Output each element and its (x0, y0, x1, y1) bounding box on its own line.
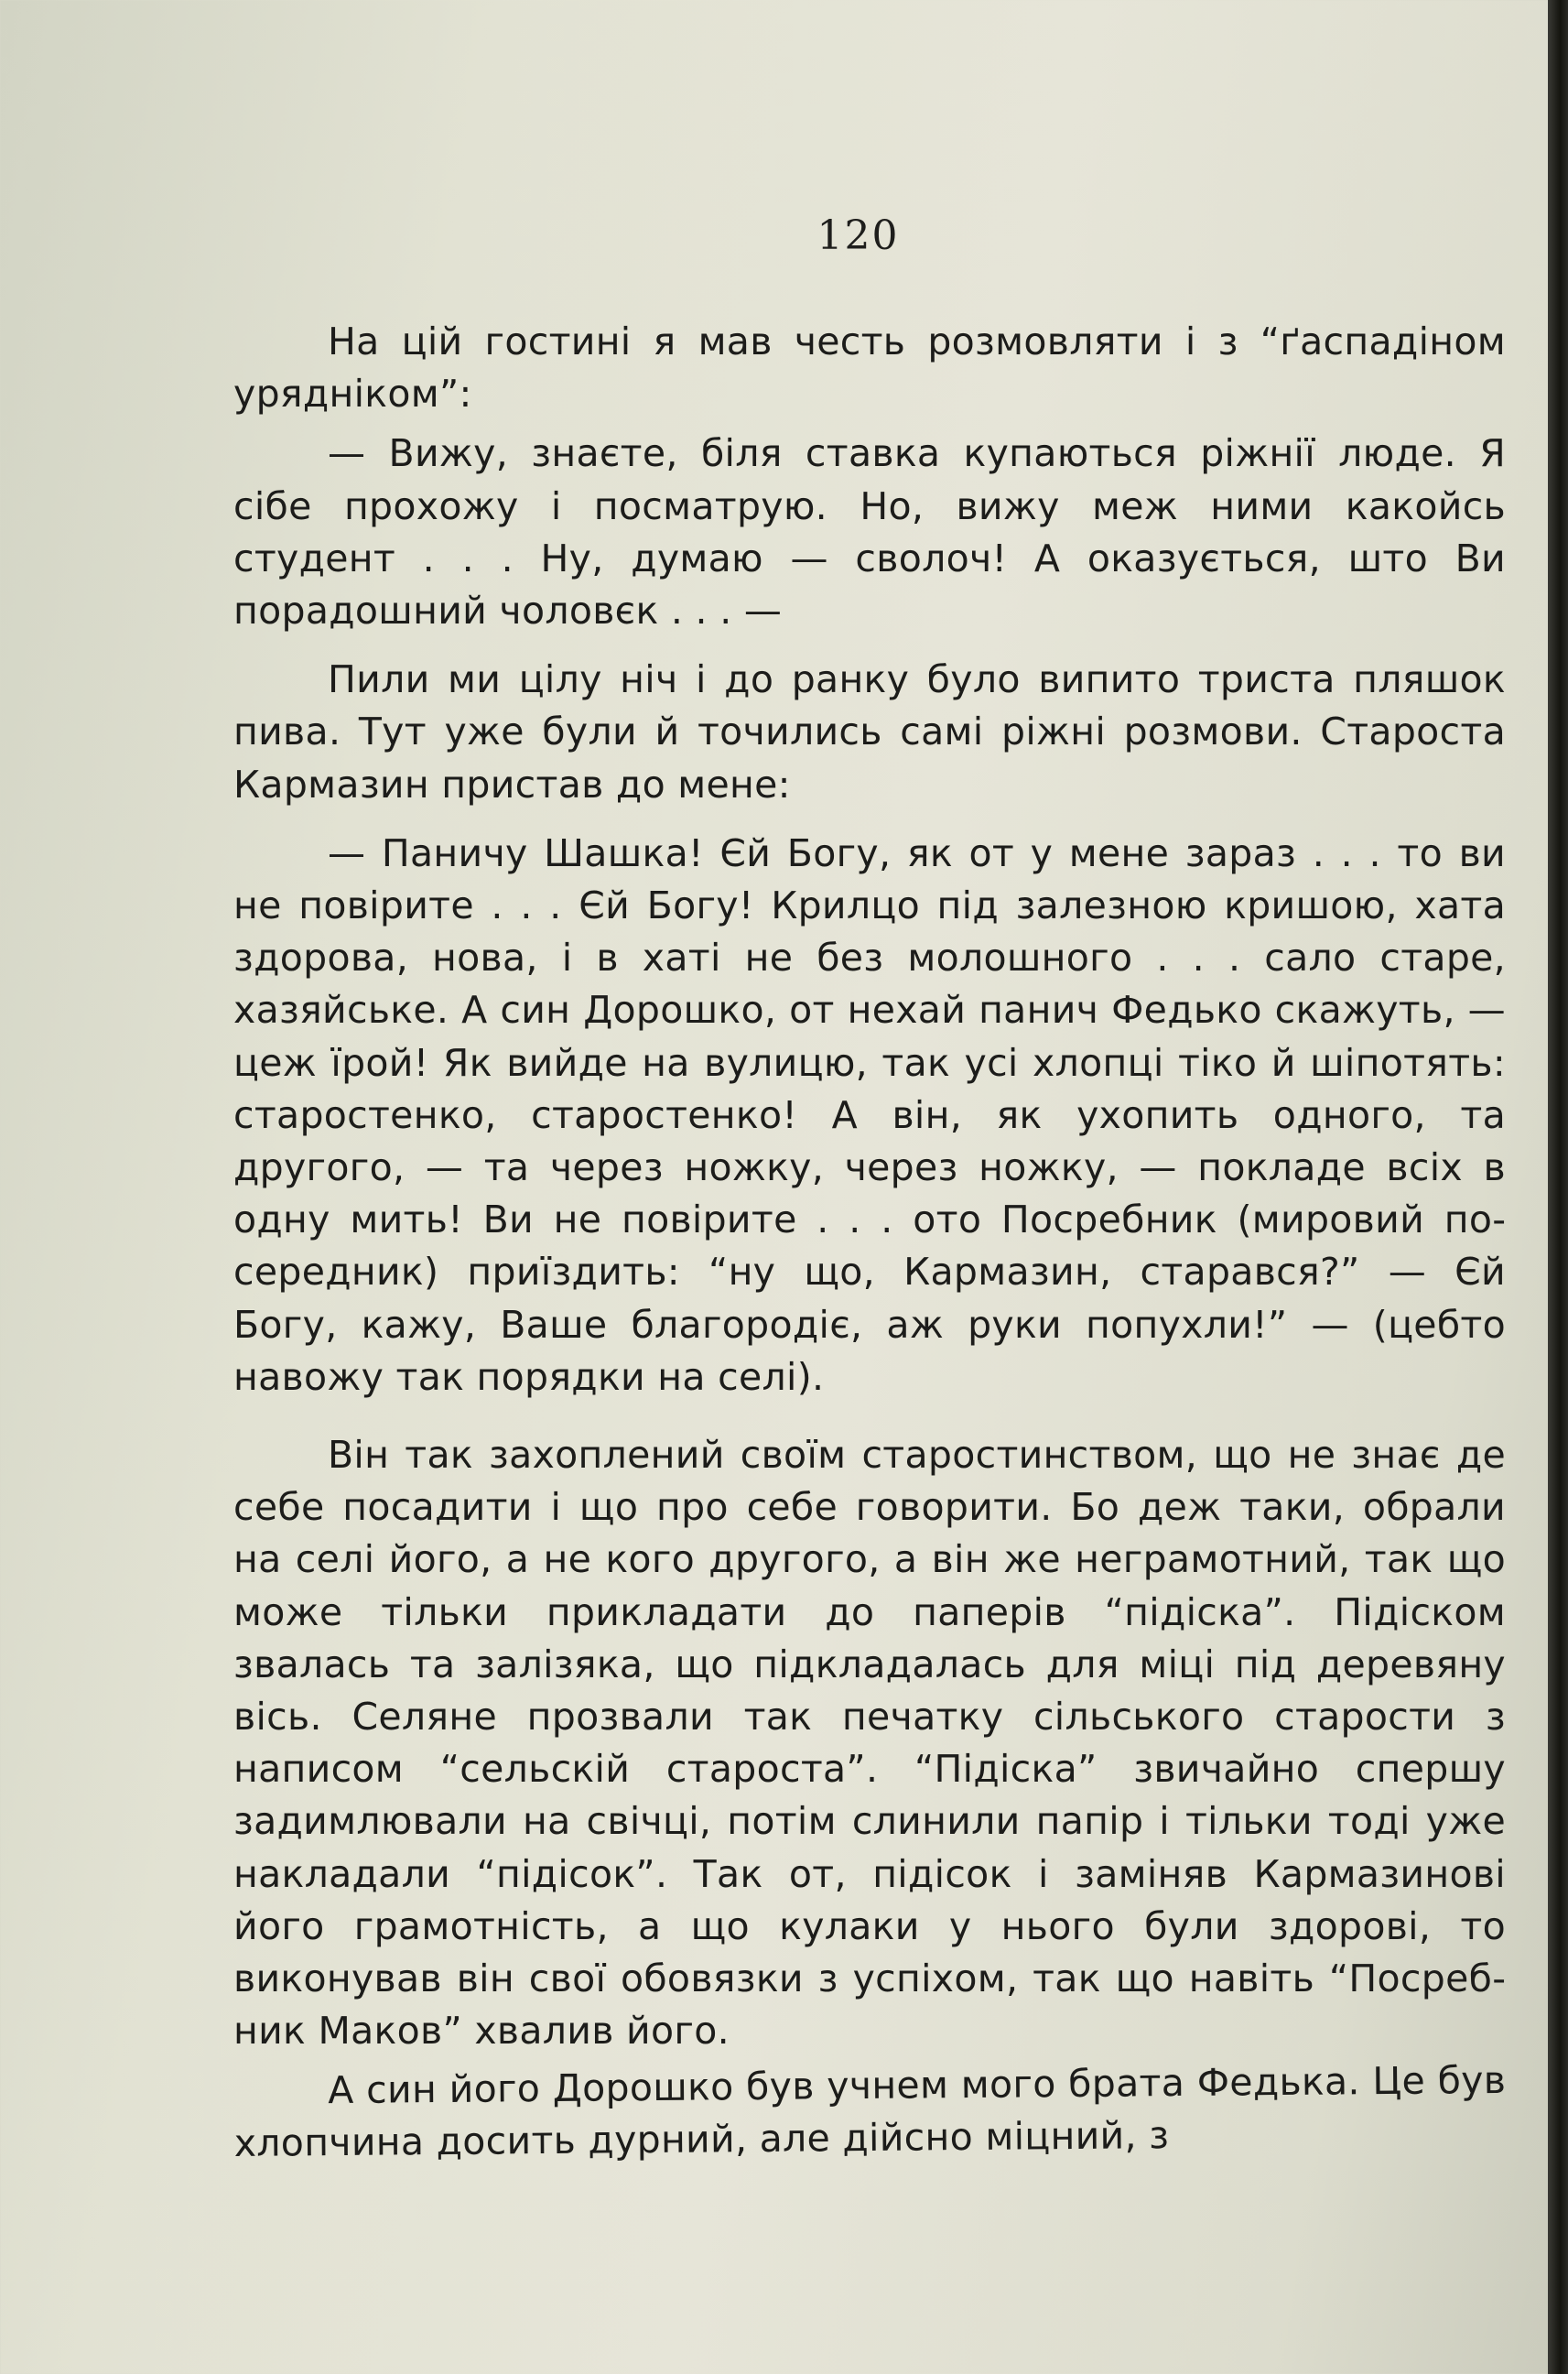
paragraph-3: Пили ми цілу ніч і до ранку було випито триста пляшок пива. Тут уже були й точились самі ріжні розмови. Староста Кармазин пристав до мене: (233, 657, 1506, 807)
page-text (233, 316, 1506, 2170)
paragraph-6: А син його Дорошко був учнем мого брата Федька. Це був хлопчина досить дурний, але дійсно міцний, з (233, 2057, 1507, 2165)
paragraph-1: На цій гостині я мав честь розмовляти і з “ґаспадіном урядніком”: (233, 320, 1506, 417)
paragraph-2: — Вижу, знаєте, біля ставка купаються ріжнії люде. Я сібе прохожу і посматрую. Но, вижу меж ними какойсь студент . . . Ну, думаю — сволоч! А оказується, што Ви порадошний чоловєк . . . — (233, 431, 1506, 634)
paragraph-4: — Паничу Шашка! Єй Богу, як от у мене зараз . . . то ви не повірите . . . Єй Богу! Крилцо під залезною кришою, хата здорова, нова, і в хаті не без молошного . . . сало старе, хазяйське. А син Дорошко, от нехай панич Федько скажуть, — цеж їрой! Як вийде на вулицю, так усі хлопці тіко й шіпотять: старостенко, старостенко! А він, як ухопить одного, та другого, — та через ножку, через ножку, — покладе всіх в одну мить! Ви не повірите . . . ото Посребник (мировий посередник) приїздить: “ну що, Кармазин, старався?” — Єй Богу, кажу, Ваше благородіє, аж руки попухли!” — (цебто навожу так порядки на селі). (233, 830, 1506, 1399)
page-edge (1548, 0, 1568, 2374)
page-number: 120 (816, 212, 900, 259)
paragraph-5: Він так захоплений своїм старостинством, що не знає де себе посадити і що про себе говорити. Бо деж таки, обрали на селі його, а не кого другого, а він же неграмотний, так що може тільки прикладати до паперів “підіска”. Підіском звалась та залізяка, що підкладалась для міці під деревяну вісь. Селяне прозвали так печатку сільського старости з написом “сельскій староста”. “Підіска” звичайно спершу задимлювали на свічці, потім слинили папір і тільки тоді уже накладали “підісок”. Так от, підісок і заміняв Кармазинові його грамотність, а що кулаки у нього були здорові, то виконував він свої обовязки з успіхом, так що навіть “Посребник Маков” хвалив його. (233, 1433, 1506, 2054)
